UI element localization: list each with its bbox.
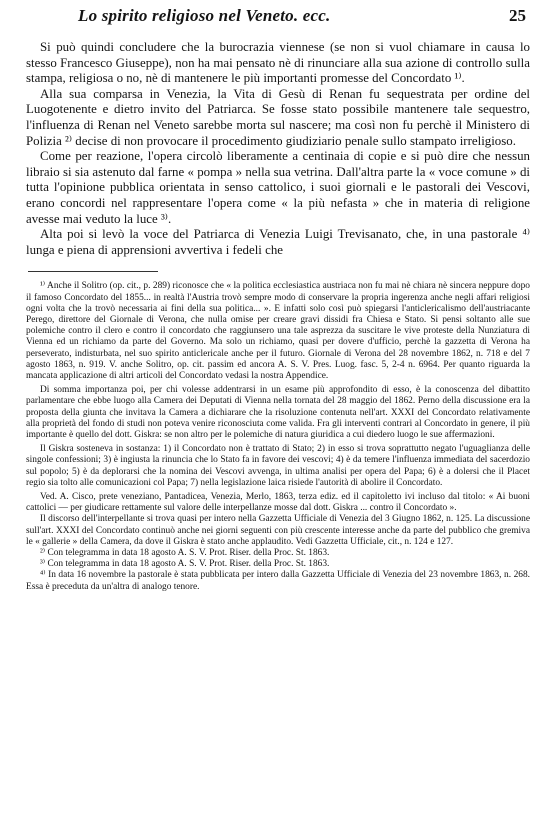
footnote: Di somma importanza poi, per chi volesse addentrarsi in un esame più approfondito di esso, è la conoscenza del dibattito parlamentare che ebbe luogo alla Camera dei Deputati di Vienna nella tornata del 28 maggio del 1862. Perno della discussione era la proposta della giunta che invitava la Camera a dichiarare che la risoluzione contenuta nell'art. XXXI del Concordato relativamente alla proprietà del fondo di studi non poteva venire riconosciuta come valida. Fra gli interventi contrari al Concordato in genere, il più importante è quello del dott. Giskra: se non altro per le polemiche di natura giuridica a cui diedero luogo le sue affermazioni. <box>26 385 530 440</box>
footnote: ⁴⁾ In data 16 novembre la pastorale è stata pubblicata per intero dalla Gazzetta Ufficiale di Venezia del 23 novembre 1863, n. 268. Essa è preceduta da un'altra di analogo tenore. <box>26 570 530 592</box>
page-header <box>26 6 530 26</box>
footnote: ²⁾ Con telegramma in data 18 agosto A. S. V. Prot. Riser. della Proc. St. 1863. <box>40 547 330 558</box>
footnote: ³⁾ Con telegramma in data 18 agosto A. S. V. Prot. Riser. della Proc. St. 1863. <box>40 559 330 570</box>
body-paragraph: Come per reazione, l'opera circolò liberamente a centinaia di copie e si può dire che nessun libraio si sia astenuto dal farne « pompa » nella sua vetrina. Dall'altra parte la « voce comune » di tutta l'opinione pubblica orientata in senso cattolico, i suoi giornali e le pastorali dei Vescovi, erano concordi nel rappresentare l'opera come « la più nefasta » che in materia di religione avesse mai veduto la luce ³⁾. <box>26 149 530 226</box>
footnote: Il Giskra sosteneva in sostanza: 1) il Concordato non è trattato di Stato; 2) in esso si trova soprattutto negato l'uguaglianza delle singole confessioni; 3) è ingiusta la rinuncia che lo Stato fa in favore dei vescovi; 4) è da temere l'influenza immediata del sacerdozio sul popolo; 5) è da deplorarsi che la nomina dei Vescovi avvenga, in ultima analisi per opera del Papa; 6) è a dolersi che il Placet regio sia tolto alle comunicazioni col Papa; 7) nella legislazione laica risiede l'autorità di abolire il Concordato. <box>26 444 530 488</box>
footnote: ¹⁾ Anche il Solitro (op. cit., p. 289) riconosce che « la politica ecclesiastica austriaca non fu mai nè chiara nè sincera neppure dopo il famoso Concordato del 1855... in realtà l'Austria trovò sempre modo di conservare la propria ingerenza anche negli affari religiosi ogni volta che la trovò necessaria ai fini della sua politica... ». E infatti solo così può spiegarsi l'anticlericalismo dell'austriacante Perego, direttore del Giornale di Verona, che nulla omise per creare gravi dissidi fra Chiesa e Stato. Si pensi soltanto alle sue polemiche contro il clero e contro il concordato che raggiunsero una tale asprezza da suscitare le vive proteste della Nunziatura di Vienna ed un richiamo da parte del Governo. Ma solo un richiamo, quasi per dovere d'ufficio, perchè la gazzetta di Verona ha perseverato, indisturbata, nel suo spirito anticlericale anche per il futuro. Giornale di Verona del 28 novembre 1862, n. 718 e del 7 agosto 1863, n. 919. V. anche Solitro, op. cit. passim ed ancora A. S. V. Pres. Luog. fasc. 5, 2-4 n. 6964. Per quanto riguarda la mancata applicazione di altri articoli del Concordato vedasi la nostra Appendice. <box>26 281 530 381</box>
page-number: 25 <box>509 6 526 25</box>
footnote: Il discorso dell'interpellante si trova quasi per intero nella Gazzetta Ufficiale di Venezia del 3 Giugno 1862, n. 125. La discussione sull'art. XXXI del Concordato continuò anche nei giorni seguenti con più crescente interesse anche da parte del pubblico che gremiva le « gallerie » della Camera, da dove il Giskra è stato anche applaudito. Vedi Gazzetta Ufficiale, cit., n. 124 e 127. <box>26 514 530 547</box>
main-text <box>26 40 530 258</box>
body-paragraph: Alla sua comparsa in Venezia, la Vita di Gesù di Renan fu sequestrata per ordine del Luogotenente e dietro invito del Patriarca. Se fosse stato possibile mantenere tale sequestro, l'influenza di Renan nel Veneto sarebbe morta sul nascere; ma così non fu perchè il Ministero di Polizia ²⁾ decise di non provocare il procedimento giudiziario penale sullo stampato irreligioso. <box>26 86 530 148</box>
footnote-divider <box>28 271 158 272</box>
running-title: Lo spirito religioso nel Veneto. ecc. <box>78 6 331 25</box>
footnotes <box>26 281 530 592</box>
body-paragraph: Alta poi si levò la voce del Patriarca di Venezia Luigi Trevisanato, che, in una pastorale ⁴⁾ lunga e piena di apprensioni avvertiva i fedeli che <box>26 227 530 257</box>
body-paragraph: Si può quindi concludere che la burocrazia viennese (se non si vuol chiamare in causa lo stesso Francesco Giuseppe), non ha mai pensato nè di rinunciare alla sua azione di controllo sulla stampa, religiosa o no, nè di mantenere le più importanti promesse del Concordato ¹⁾. <box>26 40 530 86</box>
footnote: Ved. A. Cisco, prete veneziano, Pantadicea, Venezia, Merlo, 1863, terza ediz. ed il capitoletto ivi incluso dal titolo: « Ai buoni cattolici — per giudicare rettamente sul valore delle interpellanze mosse dal dott. Giskra ... contro il Concordato ». <box>26 491 530 514</box>
